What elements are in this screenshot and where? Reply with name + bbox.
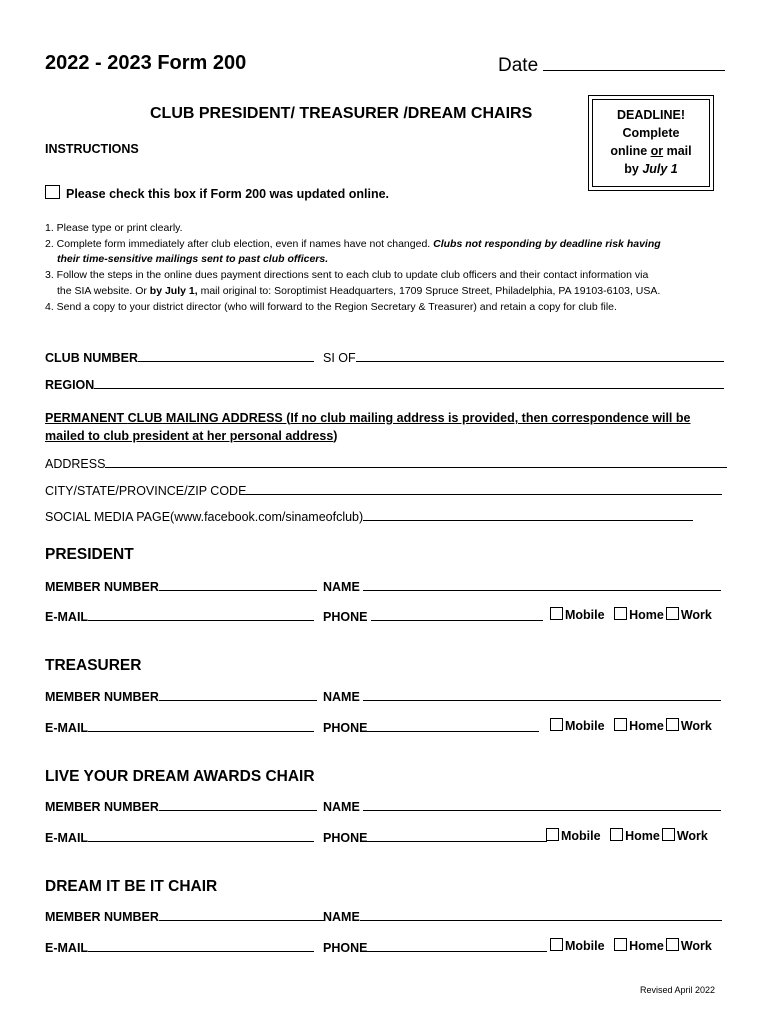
mailing-address-heading: PERMANENT CLUB MAILING ADDRESS (If no club mailing address is provided, then correspondence will be mailed to club president at her personal address) [45, 411, 691, 443]
social-media-field [45, 507, 693, 524]
online-update-row [45, 185, 389, 201]
club-number-label: CLUB NUMBER [45, 351, 139, 365]
president-name-input[interactable] [363, 577, 721, 591]
treasurer-phone-input[interactable] [367, 718, 539, 732]
treasurer-mobile-checkbox[interactable] [550, 718, 563, 731]
dream-awards-email-field: E-MAIL [45, 828, 314, 845]
president-phone-input[interactable] [371, 607, 543, 621]
si-of-input[interactable] [356, 348, 724, 362]
president-home-checkbox[interactable] [614, 607, 627, 620]
dream-it-work-checkbox[interactable] [666, 938, 679, 951]
deadline-online-or-mail: online or mail [610, 144, 692, 158]
dream-it-phone-field: PHONE [323, 938, 547, 955]
instruction-3-cont: the SIA website. Or by July 1, mail original to: Soroptimist Headquarters, 1709 Spruce Street, Philadelphia, PA 19103-6103, USA. [57, 285, 661, 297]
address-label: ADDRESS [45, 457, 106, 471]
form-title: 2022 - 2023 Form 200 [45, 52, 247, 74]
dream-awards-member-number-field: MEMBER NUMBER [45, 797, 317, 814]
instruction-1: 1. Please type or print clearly. [45, 222, 183, 234]
city-label: CITY/STATE/PROVINCE/ZIP CODE [45, 484, 247, 498]
region-input[interactable] [94, 375, 724, 389]
dream-awards-heading: LIVE YOUR DREAM AWARDS CHAIR [45, 768, 315, 785]
club-number-field [45, 348, 314, 365]
treasurer-phone-field: PHONE [323, 718, 539, 735]
online-update-checkbox[interactable] [45, 185, 60, 199]
dream-it-phone-input[interactable] [367, 938, 547, 952]
dream-it-name-input[interactable] [360, 907, 722, 921]
dream-it-phone-type: Mobile Home Work [550, 938, 712, 953]
dream-it-member-number-input[interactable] [159, 907, 325, 921]
treasurer-email-field: E-MAIL [45, 718, 314, 735]
dream-awards-name-input[interactable] [363, 797, 721, 811]
address-input[interactable] [105, 454, 727, 468]
instructions-heading: INSTRUCTIONS [45, 142, 139, 156]
instruction-3: 3. Follow the steps in the online dues payment directions sent to each club to update club officers and their contact information via [45, 269, 649, 281]
address-field [45, 454, 727, 471]
deadline-box [592, 99, 710, 187]
dream-it-member-number-field: MEMBER NUMBER [45, 907, 325, 924]
dream-it-name-field: NAME [323, 907, 722, 924]
date-input-line[interactable] [543, 52, 725, 71]
deadline-box-outer [588, 95, 714, 191]
online-update-label: Please check this box if Form 200 was updated online. [66, 187, 390, 201]
instruction-4: 4. Send a copy to your district director (who will forward to the Region Secretary & Treasurer) and retain a copy for club file. [45, 301, 617, 313]
form-subtitle: CLUB PRESIDENT/ TREASURER /DREAM CHAIRS [150, 105, 533, 122]
president-name-field: NAME [323, 577, 721, 594]
dream-awards-phone-input[interactable] [367, 828, 547, 842]
treasurer-name-input[interactable] [363, 687, 721, 701]
treasurer-member-number-input[interactable] [159, 687, 317, 701]
president-member-number-field: MEMBER NUMBER [45, 577, 317, 594]
treasurer-member-number-field: MEMBER NUMBER [45, 687, 317, 704]
instruction-2-cont: their time-sensitive mailings sent to past club officers. [57, 253, 329, 265]
president-mobile-checkbox[interactable] [550, 607, 563, 620]
dream-it-email-field: E-MAIL [45, 938, 314, 955]
treasurer-heading: TREASURER [45, 657, 142, 674]
dream-awards-name-field: NAME [323, 797, 721, 814]
president-phone-type: Mobile Home Work [550, 607, 712, 622]
dream-awards-mobile-checkbox[interactable] [546, 828, 559, 841]
dream-awards-member-number-input[interactable] [159, 797, 317, 811]
date-label: Date [498, 55, 539, 76]
president-work-checkbox[interactable] [666, 607, 679, 620]
president-phone-field: PHONE [323, 607, 543, 624]
social-media-input[interactable] [363, 507, 693, 521]
revised-date: Revised April 2022 [640, 985, 716, 995]
deadline-complete: Complete [622, 126, 680, 140]
dream-awards-phone-field: PHONE [323, 828, 547, 845]
dream-it-home-checkbox[interactable] [614, 938, 627, 951]
dream-awards-email-input[interactable] [88, 828, 314, 842]
deadline-title: DEADLINE! [616, 108, 686, 122]
city-input[interactable] [246, 481, 722, 495]
dream-awards-home-checkbox[interactable] [610, 828, 623, 841]
club-number-input[interactable] [138, 348, 314, 362]
president-member-number-input[interactable] [159, 577, 317, 591]
date-field [498, 52, 725, 77]
president-email-field: E-MAIL [45, 607, 314, 624]
treasurer-name-field: NAME [323, 687, 721, 704]
treasurer-work-checkbox[interactable] [666, 718, 679, 731]
region-label: REGION [45, 378, 95, 392]
deadline-date: by July 1 [624, 162, 678, 176]
president-heading: PRESIDENT [45, 546, 134, 563]
si-of-field [323, 348, 724, 365]
dream-it-email-input[interactable] [88, 938, 314, 952]
president-email-input[interactable] [88, 607, 314, 621]
dream-awards-work-checkbox[interactable] [662, 828, 675, 841]
treasurer-phone-type: Mobile Home Work [550, 718, 712, 733]
social-media-label: SOCIAL MEDIA PAGE(www.facebook.com/sinameofclub) [45, 510, 364, 524]
dream-it-mobile-checkbox[interactable] [550, 938, 563, 951]
si-of-label: SI OF [323, 351, 356, 365]
treasurer-email-input[interactable] [88, 718, 314, 732]
instruction-2: 2. Complete form immediately after club election, even if names have not changed. Clubs not responding by deadline risk having [45, 238, 661, 250]
region-field [45, 375, 724, 392]
dream-it-heading: DREAM IT BE IT CHAIR [45, 878, 218, 895]
dream-awards-phone-type: Mobile Home Work [546, 828, 708, 843]
city-field [45, 481, 722, 498]
treasurer-home-checkbox[interactable] [614, 718, 627, 731]
